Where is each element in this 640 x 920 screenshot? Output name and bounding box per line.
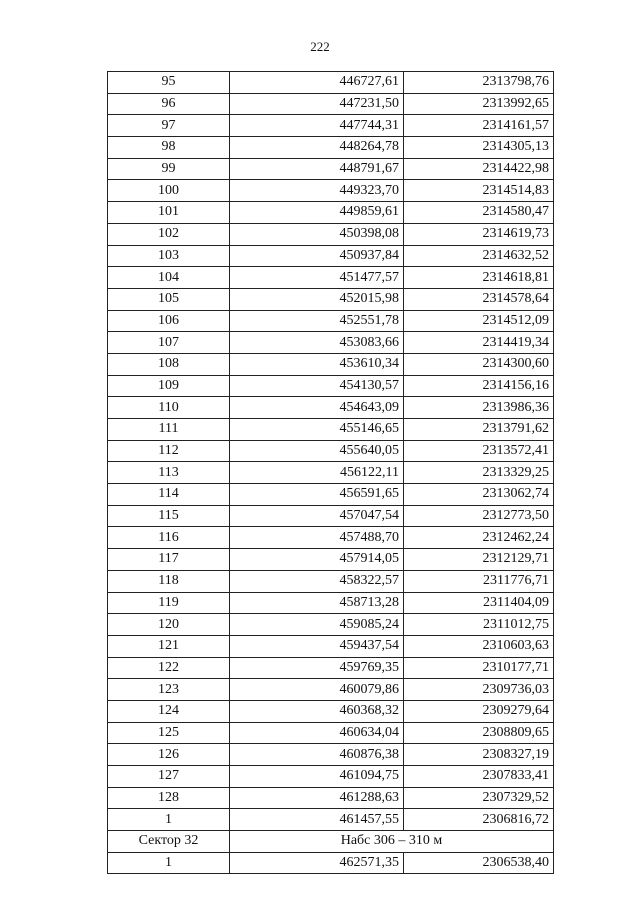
point-number-cell: 117 — [108, 549, 230, 571]
x-coordinate-cell: 456591,65 — [230, 484, 404, 506]
table-row — [108, 787, 554, 809]
point-number-cell: 126 — [108, 744, 230, 766]
x-coordinate-cell: 447744,31 — [230, 115, 404, 137]
x-coordinate-cell: 454130,57 — [230, 375, 404, 397]
table-row — [108, 852, 554, 874]
y-coordinate-cell: 2314619,73 — [404, 223, 554, 245]
x-coordinate-cell: 457488,70 — [230, 527, 404, 549]
x-coordinate-cell: 460368,32 — [230, 700, 404, 722]
table-row — [108, 397, 554, 419]
table-row — [108, 223, 554, 245]
table-row — [108, 766, 554, 788]
point-number-cell: 115 — [108, 505, 230, 527]
y-coordinate-cell: 2314422,98 — [404, 158, 554, 180]
y-coordinate-cell: 2307833,41 — [404, 766, 554, 788]
y-coordinate-cell: 2314161,57 — [404, 115, 554, 137]
y-coordinate-cell: 2314514,83 — [404, 180, 554, 202]
table-row — [108, 137, 554, 159]
sector-header-row — [108, 831, 554, 853]
table-row — [108, 310, 554, 332]
point-number-cell: 107 — [108, 332, 230, 354]
table-row — [108, 657, 554, 679]
table-row — [108, 180, 554, 202]
y-coordinate-cell: 2306816,72 — [404, 809, 554, 831]
point-number-cell: 103 — [108, 245, 230, 267]
point-number-cell: 125 — [108, 722, 230, 744]
x-coordinate-cell: 461288,63 — [230, 787, 404, 809]
x-coordinate-cell: 455640,05 — [230, 440, 404, 462]
x-coordinate-cell: 460079,86 — [230, 679, 404, 701]
table-row — [108, 353, 554, 375]
y-coordinate-cell: 2312773,50 — [404, 505, 554, 527]
point-number-cell: 112 — [108, 440, 230, 462]
y-coordinate-cell: 2314419,34 — [404, 332, 554, 354]
x-coordinate-cell: 453083,66 — [230, 332, 404, 354]
point-number-cell: 101 — [108, 202, 230, 224]
table-row — [108, 505, 554, 527]
table-row — [108, 440, 554, 462]
x-coordinate-cell: 458713,28 — [230, 592, 404, 614]
y-coordinate-cell: 2308327,19 — [404, 744, 554, 766]
point-number-cell: 100 — [108, 180, 230, 202]
y-coordinate-cell: 2314300,60 — [404, 353, 554, 375]
point-number-cell: 108 — [108, 353, 230, 375]
coordinates-table — [107, 71, 554, 874]
y-coordinate-cell: 2314618,81 — [404, 267, 554, 289]
y-coordinate-cell: 2314578,64 — [404, 288, 554, 310]
x-coordinate-cell: 449323,70 — [230, 180, 404, 202]
x-coordinate-cell: 462571,35 — [230, 852, 404, 874]
x-coordinate-cell: 450937,84 — [230, 245, 404, 267]
y-coordinate-cell: 2313062,74 — [404, 484, 554, 506]
point-number-cell: 106 — [108, 310, 230, 332]
point-number-cell: 98 — [108, 137, 230, 159]
point-number-cell: 128 — [108, 787, 230, 809]
point-number-cell: 95 — [108, 72, 230, 94]
x-coordinate-cell: 453610,34 — [230, 353, 404, 375]
y-coordinate-cell: 2306538,40 — [404, 852, 554, 874]
point-number-cell: 111 — [108, 419, 230, 441]
x-coordinate-cell: 448264,78 — [230, 137, 404, 159]
x-coordinate-cell: 454643,09 — [230, 397, 404, 419]
x-coordinate-cell: 457047,54 — [230, 505, 404, 527]
table-row — [108, 679, 554, 701]
table-row — [108, 245, 554, 267]
y-coordinate-cell: 2314305,13 — [404, 137, 554, 159]
y-coordinate-cell: 2313798,76 — [404, 72, 554, 94]
y-coordinate-cell: 2312129,71 — [404, 549, 554, 571]
point-number-cell: 114 — [108, 484, 230, 506]
table-row — [108, 288, 554, 310]
y-coordinate-cell: 2309279,64 — [404, 700, 554, 722]
point-number-cell: 116 — [108, 527, 230, 549]
table-row — [108, 419, 554, 441]
point-number-cell: 120 — [108, 614, 230, 636]
point-number-cell: 105 — [108, 288, 230, 310]
table-row — [108, 72, 554, 94]
y-coordinate-cell: 2312462,24 — [404, 527, 554, 549]
point-number-cell: 1 — [108, 809, 230, 831]
y-coordinate-cell: 2310177,71 — [404, 657, 554, 679]
table-row — [108, 484, 554, 506]
y-coordinate-cell: 2310603,63 — [404, 635, 554, 657]
y-coordinate-cell: 2313791,62 — [404, 419, 554, 441]
point-number-cell: 121 — [108, 635, 230, 657]
x-coordinate-cell: 459769,35 — [230, 657, 404, 679]
table-row — [108, 158, 554, 180]
y-coordinate-cell: 2311776,71 — [404, 570, 554, 592]
sector-height-label: Набс 306 – 310 м — [230, 831, 554, 853]
table-row — [108, 375, 554, 397]
table-row — [108, 267, 554, 289]
table-row — [108, 570, 554, 592]
sector-label: Сектор 32 — [108, 831, 230, 853]
table-row — [108, 592, 554, 614]
point-number-cell: 119 — [108, 592, 230, 614]
x-coordinate-cell: 460876,38 — [230, 744, 404, 766]
x-coordinate-cell: 461457,55 — [230, 809, 404, 831]
point-number-cell: 118 — [108, 570, 230, 592]
point-number-cell: 122 — [108, 657, 230, 679]
x-coordinate-cell: 447231,50 — [230, 93, 404, 115]
x-coordinate-cell: 446727,61 — [230, 72, 404, 94]
x-coordinate-cell: 451477,57 — [230, 267, 404, 289]
y-coordinate-cell: 2313572,41 — [404, 440, 554, 462]
point-number-cell: 110 — [108, 397, 230, 419]
x-coordinate-cell: 459437,54 — [230, 635, 404, 657]
x-coordinate-cell: 459085,24 — [230, 614, 404, 636]
y-coordinate-cell: 2307329,52 — [404, 787, 554, 809]
page-number: 222 — [310, 39, 330, 54]
table-row — [108, 202, 554, 224]
x-coordinate-cell: 460634,04 — [230, 722, 404, 744]
point-number-cell: 1 — [108, 852, 230, 874]
y-coordinate-cell: 2309736,03 — [404, 679, 554, 701]
point-number-cell: 97 — [108, 115, 230, 137]
point-number-cell: 113 — [108, 462, 230, 484]
point-number-cell: 104 — [108, 267, 230, 289]
point-number-cell: 127 — [108, 766, 230, 788]
x-coordinate-cell: 456122,11 — [230, 462, 404, 484]
x-coordinate-cell: 450398,08 — [230, 223, 404, 245]
table-row — [108, 614, 554, 636]
y-coordinate-cell: 2314632,52 — [404, 245, 554, 267]
table-row — [108, 722, 554, 744]
x-coordinate-cell: 448791,67 — [230, 158, 404, 180]
y-coordinate-cell: 2311012,75 — [404, 614, 554, 636]
x-coordinate-cell: 461094,75 — [230, 766, 404, 788]
table-row — [108, 700, 554, 722]
table-row — [108, 809, 554, 831]
y-coordinate-cell: 2313329,25 — [404, 462, 554, 484]
point-number-cell: 123 — [108, 679, 230, 701]
x-coordinate-cell: 458322,57 — [230, 570, 404, 592]
y-coordinate-cell: 2311404,09 — [404, 592, 554, 614]
point-number-cell: 96 — [108, 93, 230, 115]
x-coordinate-cell: 457914,05 — [230, 549, 404, 571]
y-coordinate-cell: 2314156,16 — [404, 375, 554, 397]
point-number-cell: 124 — [108, 700, 230, 722]
point-number-cell: 102 — [108, 223, 230, 245]
table-row — [108, 635, 554, 657]
x-coordinate-cell: 449859,61 — [230, 202, 404, 224]
y-coordinate-cell: 2313986,36 — [404, 397, 554, 419]
table-row — [108, 332, 554, 354]
table-row — [108, 549, 554, 571]
table-row — [108, 744, 554, 766]
y-coordinate-cell: 2313992,65 — [404, 93, 554, 115]
x-coordinate-cell: 452015,98 — [230, 288, 404, 310]
x-coordinate-cell: 455146,65 — [230, 419, 404, 441]
point-number-cell: 109 — [108, 375, 230, 397]
point-number-cell: 99 — [108, 158, 230, 180]
table-row — [108, 462, 554, 484]
y-coordinate-cell: 2308809,65 — [404, 722, 554, 744]
y-coordinate-cell: 2314512,09 — [404, 310, 554, 332]
x-coordinate-cell: 452551,78 — [230, 310, 404, 332]
table-row — [108, 527, 554, 549]
table-row — [108, 115, 554, 137]
y-coordinate-cell: 2314580,47 — [404, 202, 554, 224]
table-row — [108, 93, 554, 115]
